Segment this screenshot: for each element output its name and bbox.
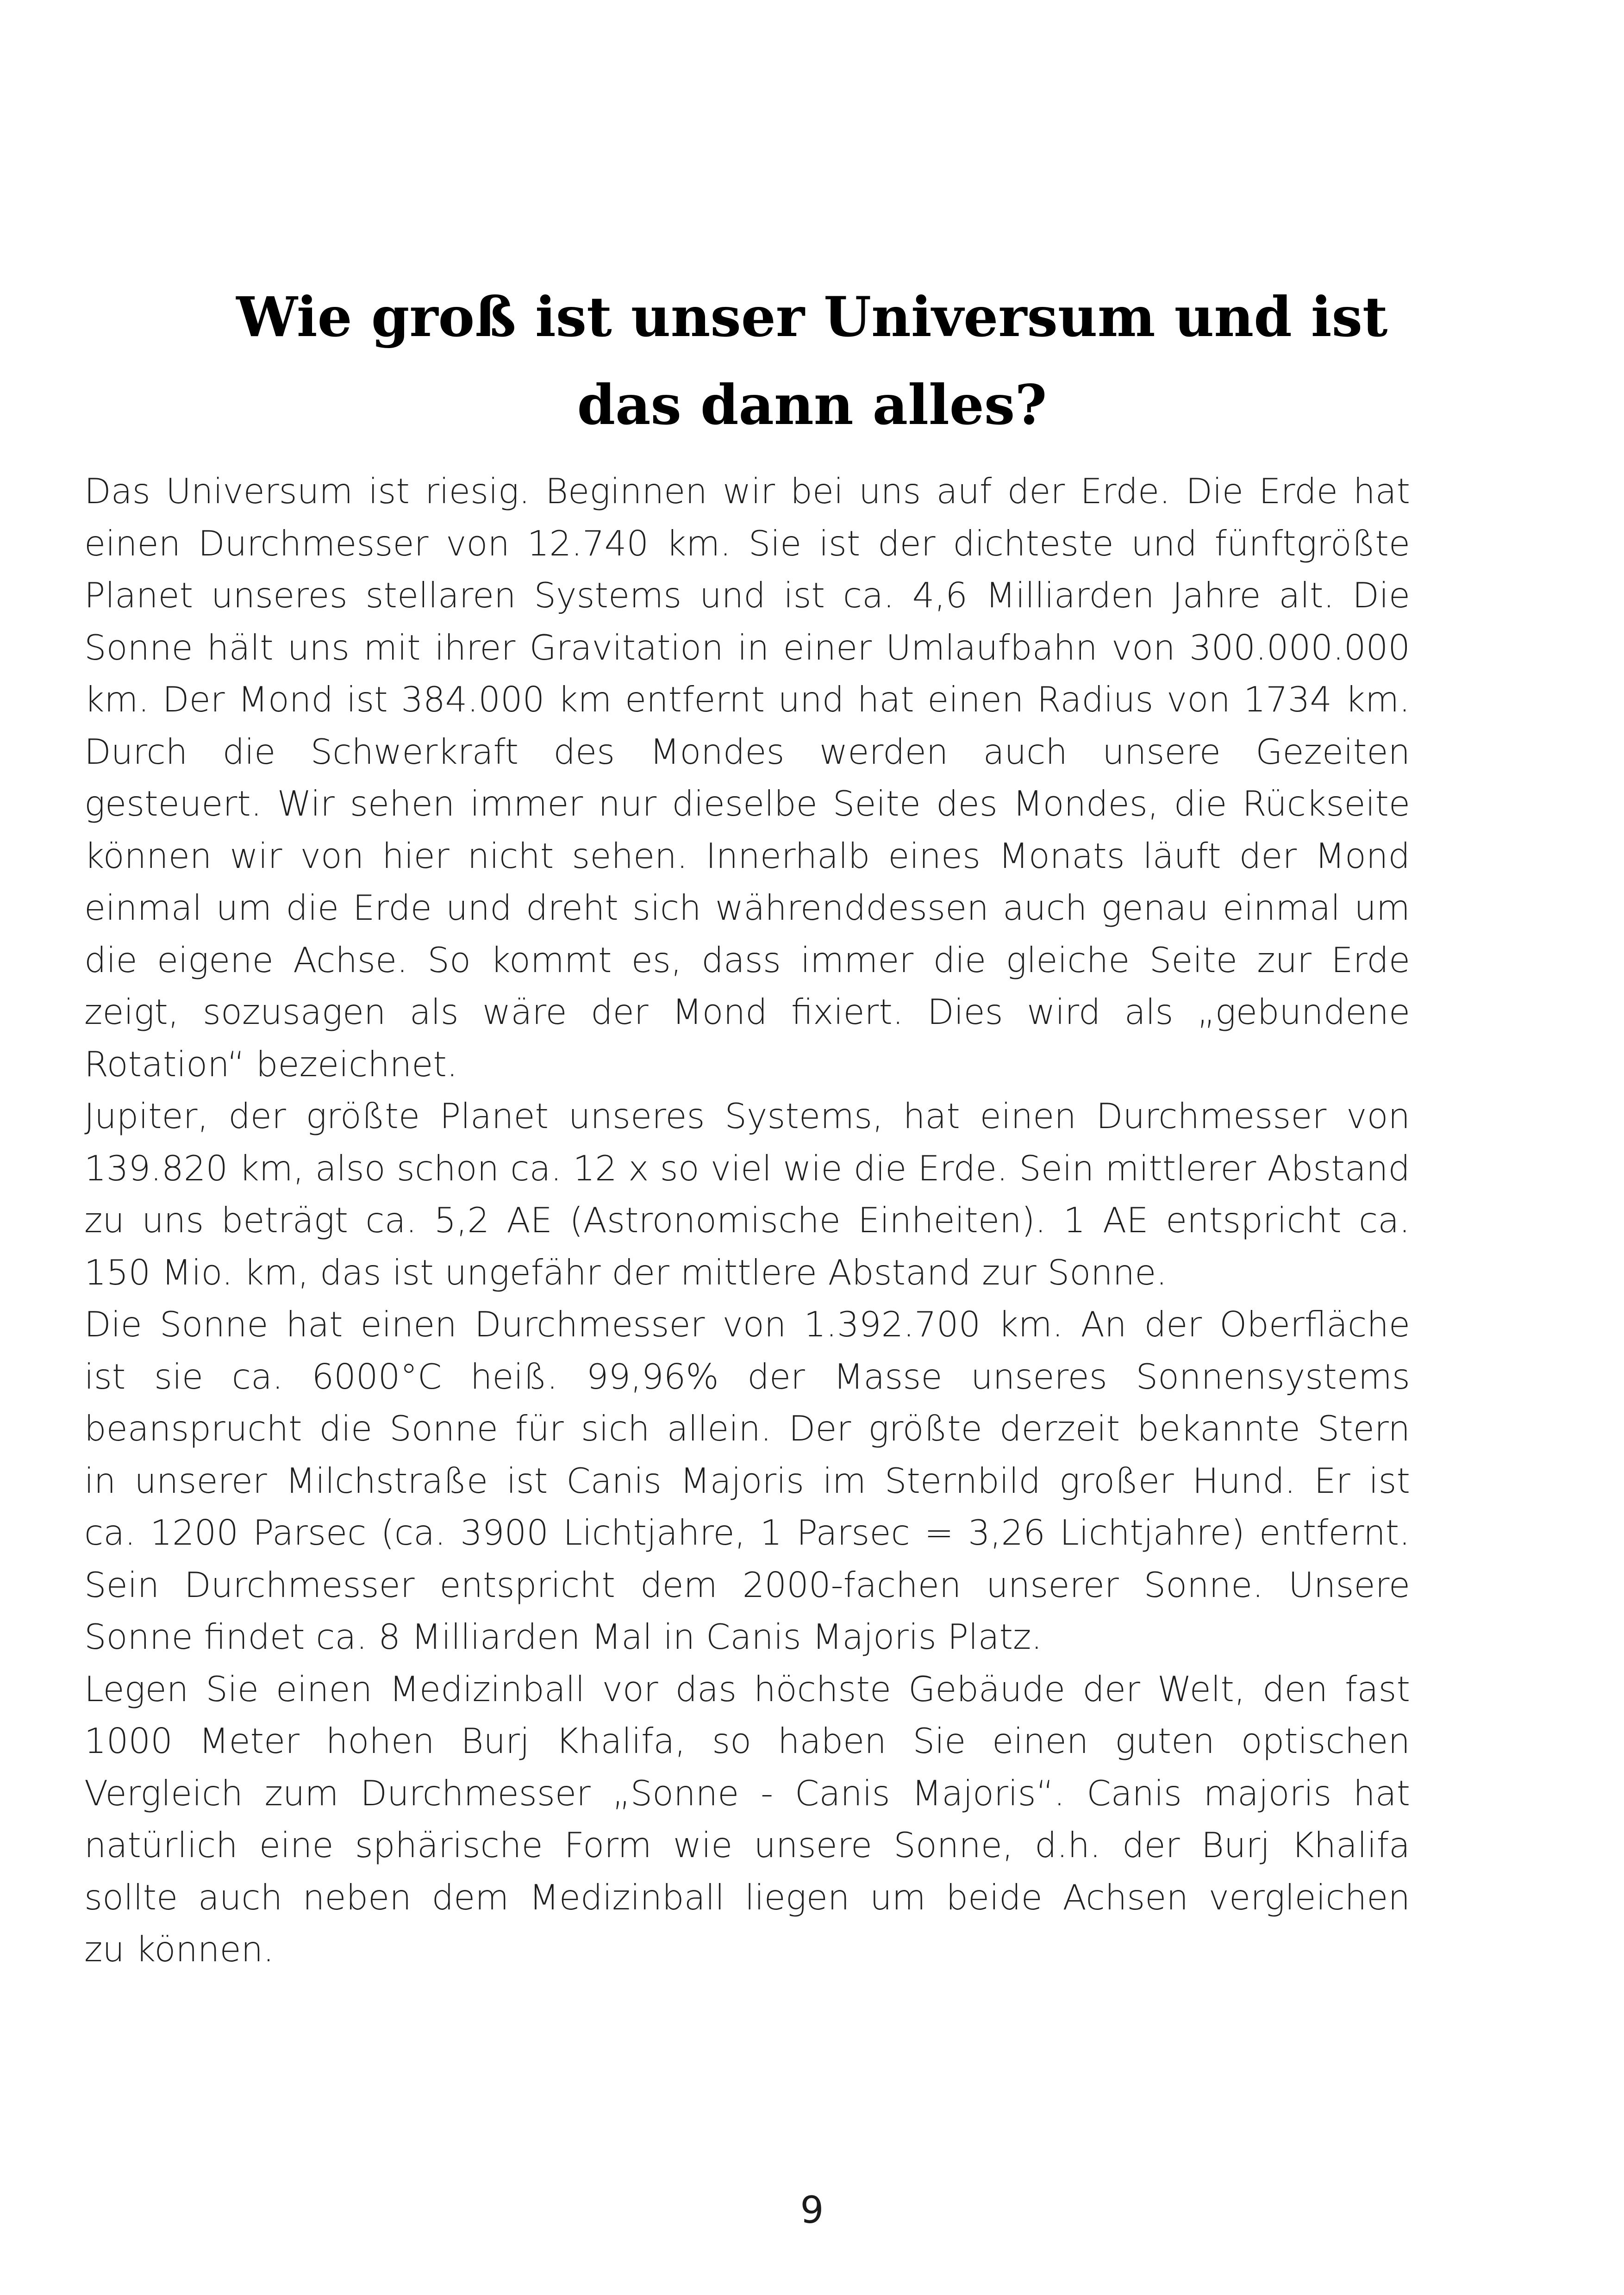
- text-line: zu uns beträgt ca. 5,2 AE (Astronomische Einheiten). 1 AE entspricht ca.: [84, 1200, 1410, 1241]
- text-line: die eigene Achse. So kommt es, dass immer die gleiche Seite zur Erde: [84, 939, 1410, 980]
- text-line: einmal um die Erde und dreht sich währenddessen auch genau einmal um: [84, 887, 1410, 928]
- text-line: Sonne hält uns mit ihrer Gravitation in einer Umlaufbahn von 300.000.000: [84, 627, 1410, 668]
- paragraph: [84, 1298, 1410, 1663]
- text-line: 150 Mio. km, das ist ungefähr der mittlere Abstand zur Sonne.: [84, 1252, 1168, 1293]
- paragraph: [84, 465, 1410, 1090]
- text-line: Jupiter, der größte Planet unseres Systems, hat einen Durchmesser von: [84, 1096, 1410, 1136]
- page-title: [83, 273, 1541, 449]
- text-line: in unserer Milchstraße ist Canis Majoris im Sternbild großer Hund. Er ist: [84, 1460, 1410, 1501]
- text-line: zu können.: [84, 1929, 274, 1970]
- text-line: ist sie ca. 6000°C heiß. 99,96% der Masse unseres Sonnensystems: [84, 1356, 1410, 1397]
- text-line: natürlich eine sphärische Form wie unsere Sonne, d.h. der Burj Khalifa: [84, 1825, 1410, 1865]
- text-line: Sonne findet ca. 8 Milliarden Mal in Canis Majoris Platz.: [84, 1616, 1043, 1657]
- text-line: ca. 1200 Parsec (ca. 3900 Lichtjahre, 1 Parsec = 3,26 Lichtjahre) entfernt.: [84, 1512, 1410, 1553]
- text-line: Die Sonne hat einen Durchmesser von 1.392.700 km. An der Oberfläche: [84, 1304, 1410, 1345]
- text-line: km. Der Mond ist 384.000 km entfernt und hat einen Radius von 1734 km.: [84, 679, 1410, 720]
- text-line: können wir von hier nicht sehen. Innerhalb eines Monats läuft der Mond: [84, 835, 1410, 876]
- text-line: gesteuert. Wir sehen immer nur dieselbe Seite des Mondes, die Rückseite: [84, 783, 1410, 824]
- text-line: zeigt, sozusagen als wäre der Mond fixiert. Dies wird als „gebundene: [84, 992, 1410, 1032]
- text-line: Sein Durchmesser entspricht dem 2000-fachen unserer Sonne. Unsere: [84, 1564, 1410, 1605]
- text-line: sollte auch neben dem Medizinball liegen um beide Achsen vergleichen: [84, 1877, 1410, 1918]
- text-line: Das Universum ist riesig. Beginnen wir bei uns auf der Erde. Die Erde hat: [84, 471, 1410, 511]
- page-number: 9: [800, 2189, 824, 2232]
- text-line: 1000 Meter hohen Burj Khalifa, so haben Sie einen guten optischen: [84, 1721, 1410, 1761]
- paragraph: [84, 1663, 1410, 1976]
- text-line: einen Durchmesser von 12.740 km. Sie ist der dichteste und fünftgrößte: [84, 523, 1410, 564]
- text-line: beansprucht die Sonne für sich allein. Der größte derzeit bekannte Stern: [84, 1408, 1410, 1449]
- page-title-line-2: das dann alles?: [577, 373, 1047, 437]
- text-line: Rotation“ bezeichnet.: [84, 1043, 458, 1085]
- paragraph: [84, 1090, 1410, 1298]
- text-line: 139.820 km, also schon ca. 12 x so viel wie die Erde. Sein mittlerer Abstand: [84, 1148, 1410, 1189]
- page-title-line-1: Wie groß ist unser Universum und ist: [236, 285, 1388, 349]
- text-line: Vergleich zum Durchmesser „Sonne - Canis Majoris“. Canis majoris hat: [84, 1772, 1410, 1814]
- body-text: [84, 465, 1410, 1976]
- text-line: Planet unseres stellaren Systems und ist ca. 4,6 Milliarden Jahre alt. Die: [84, 575, 1410, 616]
- text-line: Legen Sie einen Medizinball vor das höchste Gebäude der Welt, den fast: [84, 1668, 1410, 1709]
- text-line: Durch die Schwerkraft des Mondes werden auch unsere Gezeiten: [84, 731, 1410, 772]
